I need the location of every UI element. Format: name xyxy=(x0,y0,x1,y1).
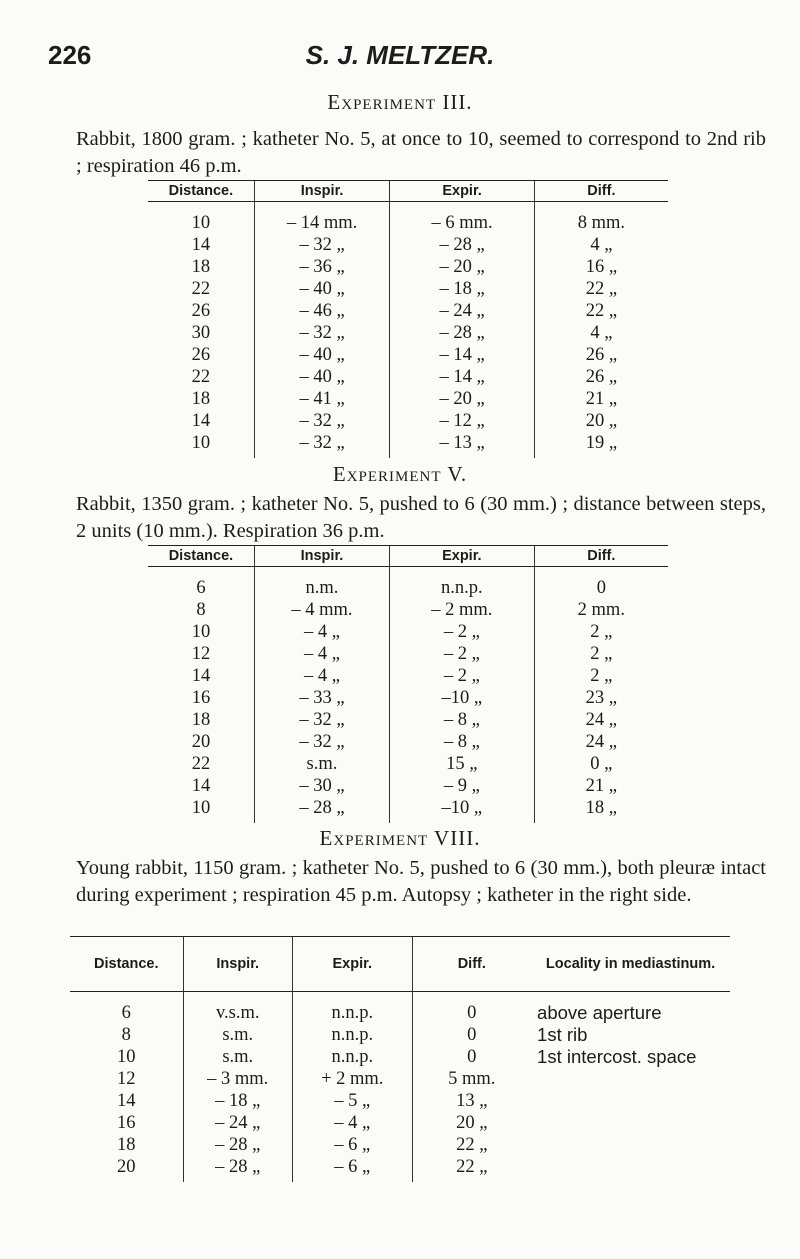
experiment-8-text: Young rabbit, 1150 gram. ; katheter No. 5, pushed to 6 (30 mm.), both pleuræ intact during experiment ; respiration 45 p.m. Autopsy ; katheter in the right side. xyxy=(76,857,766,906)
table-cell: – 36 „ xyxy=(254,256,390,278)
table-row xyxy=(148,709,668,731)
table-row xyxy=(148,256,668,278)
table-cell: 16 xyxy=(191,688,211,708)
table-cell: n.n.p. xyxy=(390,567,535,600)
column-header: Locality in mediastinum. xyxy=(531,937,730,992)
table-cell: – 6 „ xyxy=(292,1134,412,1156)
column-header: Diff. xyxy=(412,937,531,992)
table-row xyxy=(148,687,668,709)
table-cell: – 14 „ xyxy=(390,344,534,366)
table-cell: 2 „ xyxy=(534,621,668,643)
table-cell: 14 xyxy=(117,1091,136,1111)
table-cell: + 2 mm. xyxy=(292,1068,412,1090)
table-cell: –10 „ xyxy=(390,687,535,709)
table-cell: – 28 „ xyxy=(254,797,389,823)
table-cell xyxy=(531,1090,730,1112)
table-row xyxy=(148,567,668,600)
table-cell: – 18 „ xyxy=(183,1090,292,1112)
table-cell xyxy=(531,1068,730,1090)
table-cell: 6 xyxy=(196,578,206,598)
table-cell: 2 „ xyxy=(534,643,668,665)
table-cell: 22 xyxy=(191,279,211,299)
column-header: Inspir. xyxy=(254,546,389,567)
table-cell: – 14 „ xyxy=(390,366,534,388)
column-header: Expir. xyxy=(390,546,535,567)
table-cell: 22 „ xyxy=(534,300,668,322)
table-row xyxy=(148,775,668,797)
experiment-3-table xyxy=(148,180,668,458)
table-cell: 18 xyxy=(191,710,211,730)
column-header: Diff. xyxy=(534,546,668,567)
table-row xyxy=(148,753,668,775)
table-cell: 0 xyxy=(412,1046,531,1068)
table-cell: –10 „ xyxy=(390,797,535,823)
table-cell: – 4 „ xyxy=(254,665,389,687)
table-cell: 2 „ xyxy=(534,665,668,687)
table-cell: 18 xyxy=(191,389,211,409)
table-cell: 22 xyxy=(191,754,211,774)
table-cell: – 2 „ xyxy=(390,643,535,665)
table-cell: 20 „ xyxy=(412,1112,531,1134)
table-cell: 14 xyxy=(191,411,211,431)
table-cell: 12 xyxy=(117,1069,136,1089)
table-cell: – 24 „ xyxy=(390,300,534,322)
table-cell: 18 „ xyxy=(534,797,668,823)
table-cell: – 13 „ xyxy=(390,432,534,458)
table-cell: 8 mm. xyxy=(534,202,668,235)
table-cell: – 20 „ xyxy=(390,388,534,410)
column-header: Expir. xyxy=(390,181,534,202)
table-cell: 20 xyxy=(191,732,211,752)
table-cell xyxy=(531,1156,730,1182)
table-cell: 18 xyxy=(191,257,211,277)
table-cell: 1st rib xyxy=(537,1024,588,1045)
table-cell: 24 „ xyxy=(534,709,668,731)
table-cell: s.m. xyxy=(254,753,389,775)
table-cell: n.n.p. xyxy=(292,1024,412,1046)
table-cell: 26 „ xyxy=(534,344,668,366)
page-number: 226 xyxy=(48,40,92,70)
table-cell: 10 xyxy=(191,798,211,818)
column-header: Distance. xyxy=(148,546,254,567)
table-cell: n.n.p. xyxy=(292,992,412,1025)
column-header: Distance. xyxy=(70,937,183,992)
table-cell: – 8 „ xyxy=(390,731,535,753)
table-cell: – 28 „ xyxy=(390,234,534,256)
table-row xyxy=(70,992,730,1025)
table-row xyxy=(148,432,668,458)
table-cell: 14 xyxy=(191,235,211,255)
table-cell: – 24 „ xyxy=(183,1112,292,1134)
table-row xyxy=(70,1112,730,1134)
table-cell: – 40 „ xyxy=(254,344,390,366)
table-cell: 8 xyxy=(121,1025,131,1045)
table-cell: s.m. xyxy=(183,1046,292,1068)
table-cell: 22 „ xyxy=(412,1156,531,1182)
table-cell: – 4 „ xyxy=(292,1112,412,1134)
table-cell: 13 „ xyxy=(412,1090,531,1112)
table-row xyxy=(148,234,668,256)
table-cell: – 28 „ xyxy=(183,1134,292,1156)
table-row xyxy=(70,1046,730,1068)
table-cell: – 32 „ xyxy=(254,731,389,753)
table-cell: – 28 „ xyxy=(183,1156,292,1182)
experiment-5-table xyxy=(148,545,668,823)
table-cell: 10 xyxy=(191,622,211,642)
table-cell: – 5 „ xyxy=(292,1090,412,1112)
table-cell: 22 „ xyxy=(412,1134,531,1156)
table-cell: – 32 „ xyxy=(254,432,390,458)
table-row xyxy=(148,366,668,388)
table-cell: 10 xyxy=(191,213,211,233)
table-cell: 2 mm. xyxy=(534,599,668,621)
table-cell: 0 xyxy=(412,992,531,1025)
column-header: Distance. xyxy=(148,181,254,202)
table-cell: 30 xyxy=(191,323,211,343)
table-row xyxy=(148,388,668,410)
table-cell: – 18 „ xyxy=(390,278,534,300)
table-cell: – 28 „ xyxy=(390,322,534,344)
table-cell: – 2 mm. xyxy=(390,599,535,621)
table-cell: – 32 „ xyxy=(254,322,390,344)
table-row xyxy=(148,599,668,621)
table-row xyxy=(148,621,668,643)
table-cell: 19 „ xyxy=(534,432,668,458)
table-cell: n.n.p. xyxy=(292,1046,412,1068)
table-row xyxy=(70,1090,730,1112)
page-header xyxy=(0,26,800,76)
table-cell: – 3 mm. xyxy=(183,1068,292,1090)
table-cell: 12 xyxy=(191,644,211,664)
table-cell: – 46 „ xyxy=(254,300,390,322)
table-cell: – 30 „ xyxy=(254,775,389,797)
table-cell: 5 mm. xyxy=(412,1068,531,1090)
table-cell xyxy=(531,1112,730,1134)
table-cell: 23 „ xyxy=(534,687,668,709)
table-cell: – 14 mm. xyxy=(254,202,390,235)
table-cell: 22 „ xyxy=(534,278,668,300)
table-cell: 0 xyxy=(412,1024,531,1046)
table-cell: 20 xyxy=(117,1157,136,1177)
table-cell: above aperture xyxy=(537,1002,662,1023)
table-row xyxy=(70,1068,730,1090)
table-cell: – 41 „ xyxy=(254,388,390,410)
table-cell: v.s.m. xyxy=(183,992,292,1025)
table-row xyxy=(148,300,668,322)
table-cell: – 4 „ xyxy=(254,621,389,643)
table-row xyxy=(70,1156,730,1182)
table-cell: – 32 „ xyxy=(254,410,390,432)
table-cell: 15 „ xyxy=(390,753,535,775)
table-cell: – 4 „ xyxy=(254,643,389,665)
table-row xyxy=(148,665,668,687)
table-cell: 18 xyxy=(117,1135,136,1155)
experiment-8-title: Experiment VIII. xyxy=(319,826,481,850)
table-row xyxy=(148,202,668,235)
table-cell: 10 xyxy=(191,433,211,453)
table-row xyxy=(148,322,668,344)
table-cell: 1st intercost. space xyxy=(537,1046,697,1067)
table-row xyxy=(148,278,668,300)
table-cell: 21 „ xyxy=(534,775,668,797)
table-cell: 14 xyxy=(191,776,211,796)
table-cell: 0 xyxy=(534,567,668,600)
table-cell: 26 xyxy=(191,301,211,321)
table-cell xyxy=(531,1134,730,1156)
table-row xyxy=(148,731,668,753)
table-row xyxy=(148,797,668,823)
table-cell: 26 „ xyxy=(534,366,668,388)
table-cell: 4 „ xyxy=(534,322,668,344)
table-cell: – 32 „ xyxy=(254,709,389,731)
table-cell: – 6 „ xyxy=(292,1156,412,1182)
table-row xyxy=(148,344,668,366)
table-cell: 21 „ xyxy=(534,388,668,410)
table-row xyxy=(148,643,668,665)
table-cell: – 2 „ xyxy=(390,665,535,687)
table-cell: 4 „ xyxy=(534,234,668,256)
table-cell: 8 xyxy=(196,600,206,620)
table-cell: 22 xyxy=(191,367,211,387)
table-row xyxy=(70,1024,730,1046)
table-cell: – 6 mm. xyxy=(390,202,534,235)
table-cell: 24 „ xyxy=(534,731,668,753)
table-cell: 10 xyxy=(117,1047,136,1067)
table-cell: 16 xyxy=(117,1113,136,1133)
table-cell: 6 xyxy=(121,1003,131,1023)
table-cell: – 40 „ xyxy=(254,366,390,388)
experiment-3-title: Experiment III. xyxy=(327,90,473,114)
experiment-5-text: Rabbit, 1350 gram. ; katheter No. 5, pushed to 6 (30 mm.) ; distance between steps, 2 units (10 mm.). Respiration 36 p.m. xyxy=(76,493,766,542)
table-cell: s.m. xyxy=(183,1024,292,1046)
experiment-3-text: Rabbit, 1800 gram. ; katheter No. 5, at once to 10, seemed to correspond to 2nd rib ; respiration 46 p.m. xyxy=(76,128,766,177)
column-header: Inspir. xyxy=(183,937,292,992)
table-cell: 14 xyxy=(191,666,211,686)
column-header: Diff. xyxy=(534,181,668,202)
table-cell: – 40 „ xyxy=(254,278,390,300)
table-row xyxy=(148,410,668,432)
table-cell: – 2 „ xyxy=(390,621,535,643)
table-cell: n.m. xyxy=(254,567,389,600)
table-cell: 16 „ xyxy=(534,256,668,278)
running-head: S. J. MELTZER. xyxy=(305,40,495,70)
table-cell: 0 „ xyxy=(534,753,668,775)
table-cell: – 20 „ xyxy=(390,256,534,278)
table-cell: – 12 „ xyxy=(390,410,534,432)
table-row xyxy=(70,1134,730,1156)
table-cell: – 9 „ xyxy=(390,775,535,797)
experiment-8-table xyxy=(70,936,730,1182)
column-header: Inspir. xyxy=(254,181,390,202)
table-cell: – 8 „ xyxy=(390,709,535,731)
table-cell: – 33 „ xyxy=(254,687,389,709)
table-cell: – 32 „ xyxy=(254,234,390,256)
table-cell: 26 xyxy=(191,345,211,365)
table-cell: – 4 mm. xyxy=(254,599,389,621)
table-cell: 20 „ xyxy=(534,410,668,432)
experiment-5-title: Experiment V. xyxy=(332,462,468,486)
column-header: Expir. xyxy=(292,937,412,992)
